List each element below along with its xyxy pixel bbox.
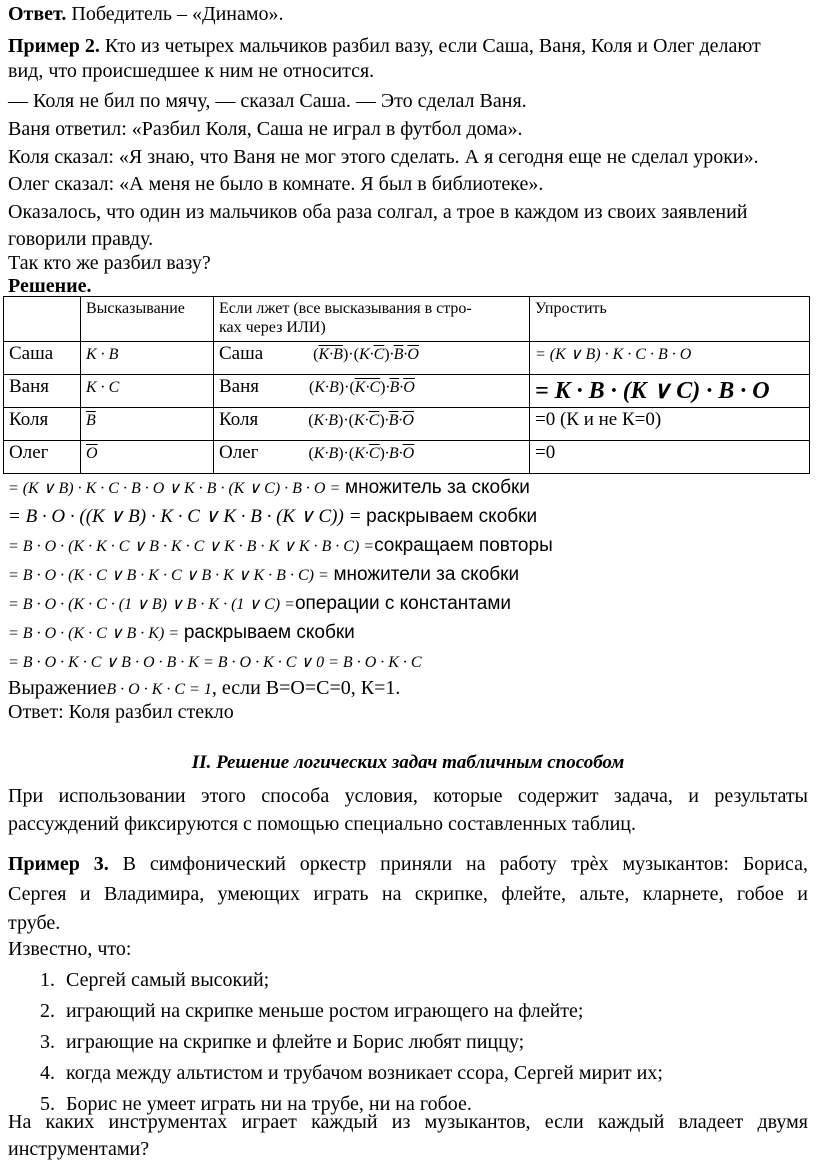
conclusion-line: [8, 676, 400, 702]
list-item: 1. Сергей самый высокий;: [60, 965, 663, 996]
liar-name: Олег: [219, 442, 259, 463]
step-expression: = B · O · (K · C ∨ B · K · C ∨ B · K ∨ K · B · C) =: [8, 567, 329, 584]
step-expression: = B · O · (K · C · (1 ∨ B) ∨ B · K · (1 ∨ C) =: [8, 596, 295, 613]
step-expression: = B · O · (K · C ∨ B · K) =: [8, 625, 180, 642]
derivation-step: [8, 650, 422, 675]
row-simplify: =0 (К и не К=0): [530, 408, 810, 441]
example2-text: Кто из четырех мальчиков разбил вазу, если Саша, Ваня, Коля и Олег делают: [99, 35, 761, 57]
example3-text: В симфонический оркестр приняли на работу трѐх музыкантов: Бориса,: [108, 853, 808, 875]
section-intro-line1: При использовании этого способа условия, которые содержит задача, и результаты: [8, 785, 808, 807]
example3-line2: Сергея и Владимира, умеющих играть на скрипке, флейте, альте, кларнете, гобое и: [8, 883, 808, 905]
table-row: [4, 441, 810, 474]
example2-line9: Так кто же разбил вазу?: [8, 252, 211, 274]
header-if-lies: [214, 297, 530, 342]
derivation-step: [8, 505, 537, 529]
example2-line8: говорили правду.: [8, 228, 154, 250]
row-name: Ваня: [4, 375, 81, 408]
example3-question-line2: инструментами?: [8, 1138, 150, 1160]
liar-formula: $(K\cdot B)\cdot(K\cdot\overline{C})\cdot\overline{B}\cdot\overline{O}$: [308, 412, 414, 429]
liar-name: Саша: [219, 343, 264, 364]
table-row: [4, 342, 810, 375]
row-statement: [81, 375, 214, 408]
row-name: Олег: [4, 441, 81, 474]
header-if-lies-line2: ках через ИЛИ): [219, 319, 326, 336]
example3-known: Известно, что:: [8, 938, 132, 960]
solution-label: [8, 274, 92, 298]
section-heading: II. Решение логических задач табличным способом: [191, 752, 625, 773]
answer-line: [8, 2, 284, 26]
example2-label: Пример 2.: [8, 35, 100, 57]
row-liar: [214, 441, 530, 474]
conclusion-suffix: , если В=О=С=0, К=1.: [211, 677, 401, 699]
header-if-lies-line1: Если лжет (все высказывания в стро-: [219, 300, 472, 317]
row-name: Саша: [4, 342, 81, 375]
row-simplify: [530, 375, 810, 408]
derivation-step: [8, 563, 519, 588]
solution-label-text: Решение.: [8, 275, 92, 297]
simplify-formula: = K · B · (K ∨ C) · B · O: [535, 378, 770, 404]
list-item: 2. играющий на скрипке меньше ростом играющего на флейте;: [60, 996, 663, 1027]
table-row: [4, 408, 810, 441]
example2-line3: — Коля не бил по мячу, — сказал Саша. — Это сделал Ваня.: [8, 90, 527, 112]
step-expression: = (K ∨ B) · K · C · B · O ∨ K · B · (K ∨ C) · B · O =: [8, 480, 341, 497]
liar-formula: $(K\cdot B)\cdot(K\cdot C)\cdot\overline{B}\cdot\overline{O}$: [309, 379, 415, 396]
conclusion-expression: B · O · K · C = 1: [106, 681, 212, 698]
example2-line4: Ваня ответил: «Разбил Коля, Саша не играл в футбол дома».: [8, 118, 523, 140]
step-comment: раскрываем скобки: [366, 506, 538, 527]
step-comment: операции с константами: [294, 593, 512, 614]
derivation-step: [8, 534, 553, 559]
step-comment: множитель за скобки: [345, 477, 530, 498]
solution-table: [3, 296, 810, 474]
step-expression: = B · O · ((K ∨ B) · K · C ∨ K · B · (K ∨ C)) =: [8, 506, 362, 527]
step-comment: раскрываем скобки: [183, 622, 355, 643]
derivation-step: [8, 592, 511, 617]
conditions-list: [30, 965, 663, 1120]
formula: $\overline{O}$: [86, 445, 98, 462]
example3-line1: [8, 852, 808, 876]
row-statement: [81, 342, 214, 375]
derivation-step: [8, 621, 355, 646]
row-statement: [81, 408, 214, 441]
simplify-formula: = (K ∨ B) · K · C · B · O: [535, 346, 692, 363]
liar-name: Коля: [219, 409, 259, 430]
row-simplify: =0: [530, 441, 810, 474]
example2-line6: Олег сказал: «А меня не было в комнате. Я был в библиотеке».: [8, 173, 544, 195]
header-simplify: Упростить: [530, 297, 810, 342]
step-comment: сокращаем повторы: [374, 535, 553, 556]
example3-question-line1: На каких инструментах играет каждый из музыкантов, если каждый владеет двумя: [8, 1111, 808, 1133]
example2-line2: вид, что происшедшее к ним не относится.: [8, 60, 375, 82]
formula: K · B: [86, 346, 119, 363]
answer-text: Победитель – «Динамо».: [66, 3, 284, 25]
table-row: [4, 375, 810, 408]
header-statement: Высказывание: [81, 297, 214, 342]
derivation-step: [8, 476, 530, 501]
row-liar: [214, 375, 530, 408]
step-comment: множители за скобки: [333, 564, 520, 585]
example2-line7: Оказалось, что один из мальчиков оба раза солгал, а трое в каждом из своих заявлений: [8, 201, 748, 223]
row-liar: [214, 408, 530, 441]
step-expression: = B · O · (K · K · C ∨ B · K · C ∨ K · B · K ∨ K · B · C) =: [8, 538, 375, 555]
conclusion-prefix: Выражение: [8, 677, 107, 699]
list-item: 5. Борис не умеет играть ни на трубе, ни на гобое.: [60, 1089, 663, 1120]
liar-name: Ваня: [219, 376, 260, 397]
header-empty: [4, 297, 81, 342]
example3-label: Пример 3.: [8, 853, 109, 875]
liar-formula: $(K\cdot B)\cdot(K\cdot\overline{C})\cdot\overline{B}\cdot\overline{O}$: [313, 346, 419, 363]
formula: $\overline{B}$: [86, 412, 96, 429]
table-header-row: [4, 297, 810, 342]
row-statement: [81, 441, 214, 474]
step-expression: = B · O · K · C ∨ B · O · B · K = B · O · K · C ∨ 0 = B · O · K · C: [8, 654, 422, 671]
formula: K · C: [86, 379, 120, 396]
section-intro-line2: рассуждений фиксируются с помощью специально составленных таблиц.: [8, 813, 636, 835]
answer2-line: Ответ: Коля разбил стекло: [8, 701, 234, 723]
liar-formula: $(K\cdot B)\cdot(K\cdot\overline{C})\cdot B\cdot\overline{O}$: [308, 445, 415, 462]
row-liar: [214, 342, 530, 375]
row-simplify: [530, 342, 810, 375]
example3-line3: трубе.: [8, 912, 61, 934]
example2-line1: [8, 34, 761, 58]
answer-label: Ответ.: [8, 3, 67, 25]
list-item: 3. играющие на скрипке и флейте и Борис любят пиццу;: [60, 1027, 663, 1058]
row-name: Коля: [4, 408, 81, 441]
example2-line5: Коля сказал: «Я знаю, что Ваня не мог этого сделать. А я сегодня еще не сделал уроки».: [8, 146, 759, 168]
list-item: 4. когда между альтистом и трубачом возникает ссора, Сергей мирит их;: [60, 1058, 663, 1089]
